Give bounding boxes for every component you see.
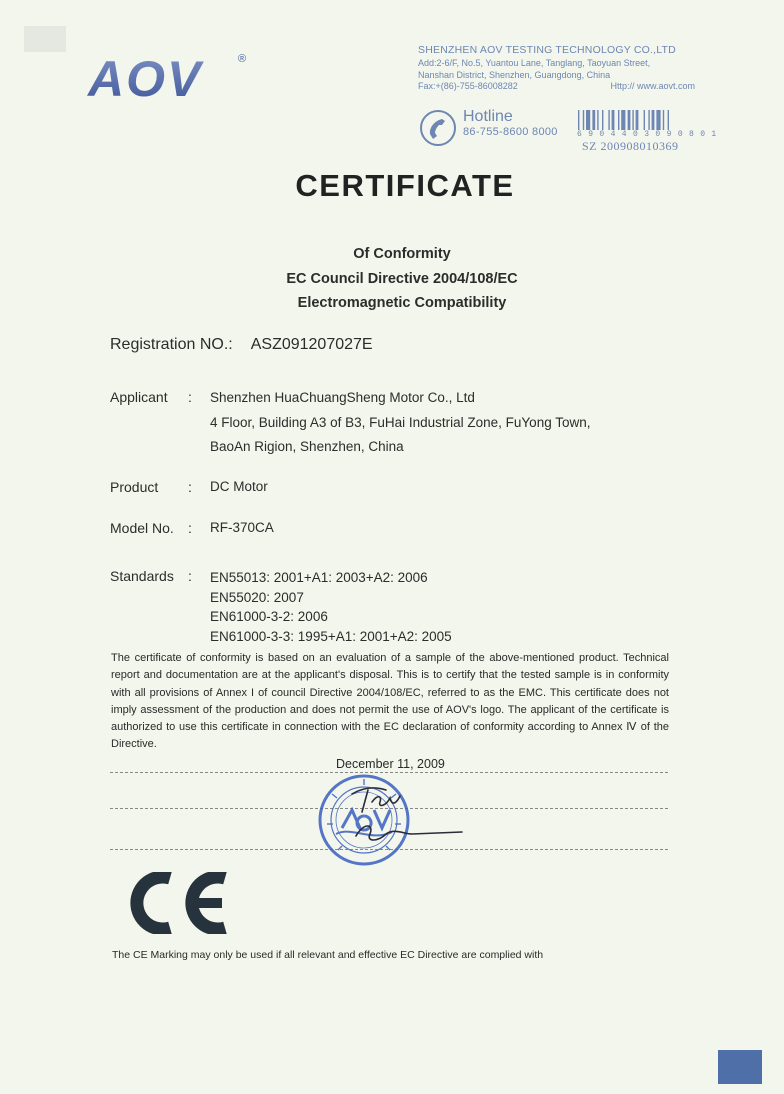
barcode [578, 110, 696, 130]
product-value: DC Motor [210, 479, 268, 494]
subtitle-line: EC Council Directive 2004/108/EC [286, 270, 518, 287]
issue-date: December 11, 2009 [336, 757, 445, 771]
aov-logo [86, 52, 254, 104]
company-address-1: Add:2-6/F, No.5, Yuantou Lane, Tanglang, Taoyuan Street, [418, 58, 651, 68]
applicant-line: 4 Floor, Building A3 of B3, FuHai Industrial Zone, FuYong Town, [210, 414, 591, 430]
standards-value [210, 568, 452, 646]
applicant-line: BaoAn Rigion, Shenzhen, China [210, 439, 404, 454]
model-label: Model No. [110, 520, 174, 536]
standards-colon: : [188, 568, 192, 584]
ce-marking-note: The CE Marking may only be used if all relevant and effective EC Directive are complied with [112, 949, 544, 961]
conformity-statement: The certificate of conformity is based on an evaluation of a sample of the above-mentioned product. Technical report and documentation are at the applicant's disposal. This is to certify that the tested sample is in conformity with all provisions of Annex I of council Directive 2004/108/EC, referred to as the EMC. This certificate does not imply assessment of the production and does not permit the use of AOV's logo. The applicant of the certificate is authorized to use this certificate in connection with the EC declaration of conformity according to Annex Ⅳ of the Directive. [111, 652, 669, 751]
product-label: Product [110, 479, 159, 495]
company-name: SHENZHEN AOV TESTING TECHNOLOGY CO.,LTD [418, 44, 676, 56]
corner-scan-mark [718, 1050, 762, 1084]
applicant-colon: : [188, 389, 192, 405]
company-website: Http:// www.aovt.com [610, 81, 695, 91]
company-address-2: Nanshan District, Shenzhen, Guangdong, China [418, 69, 611, 80]
registration-line [110, 336, 373, 354]
subtitle-line: Electromagnetic Compatibility [297, 295, 507, 311]
company-fax: Fax:+(86)-755-86008282 [418, 81, 518, 91]
svg-text:AOV: AOV [88, 52, 203, 104]
standard-line: EN61000-3-3: 1995+A1: 2001+A2: 2005 [210, 628, 452, 644]
hotline [463, 108, 558, 139]
barcode-digits: 6 9 0 4 4 0 3 0 9 0 8 0 1 [577, 130, 718, 139]
svg-text:®: ® [238, 53, 247, 65]
registration-label: Registration NO.: [110, 336, 233, 353]
official-stamp-and-signature [312, 772, 484, 868]
certificate-subtitles [0, 242, 784, 316]
product-colon: : [188, 479, 192, 495]
certificate-title: CERTIFICATE [295, 168, 515, 203]
ce-mark [124, 872, 230, 934]
company-info [418, 44, 698, 93]
standard-line: EN61000-3-2: 2006 [210, 609, 328, 624]
hotline-number: 86-755-8600 8000 [463, 126, 558, 138]
subtitle-line: Of Conformity [353, 246, 451, 262]
applicant-value [210, 386, 590, 460]
model-colon: : [188, 520, 192, 536]
serial-number: SZ 200908010369 [582, 139, 679, 153]
registration-value: ASZ091207027E [250, 336, 373, 353]
corner-scan-mark [24, 26, 66, 52]
hotline-label: Hotline [463, 108, 513, 125]
phone-icon [418, 108, 458, 148]
applicant-line: Shenzhen HuaChuangSheng Motor Co., Ltd [210, 390, 475, 405]
standard-line: EN55013: 2001+A1: 2003+A2: 2006 [210, 570, 428, 585]
standards-label: Standards [110, 568, 174, 584]
model-value: RF-370CA [210, 520, 274, 535]
standard-line: EN55020: 2007 [210, 589, 304, 605]
applicant-label: Applicant [110, 389, 168, 405]
